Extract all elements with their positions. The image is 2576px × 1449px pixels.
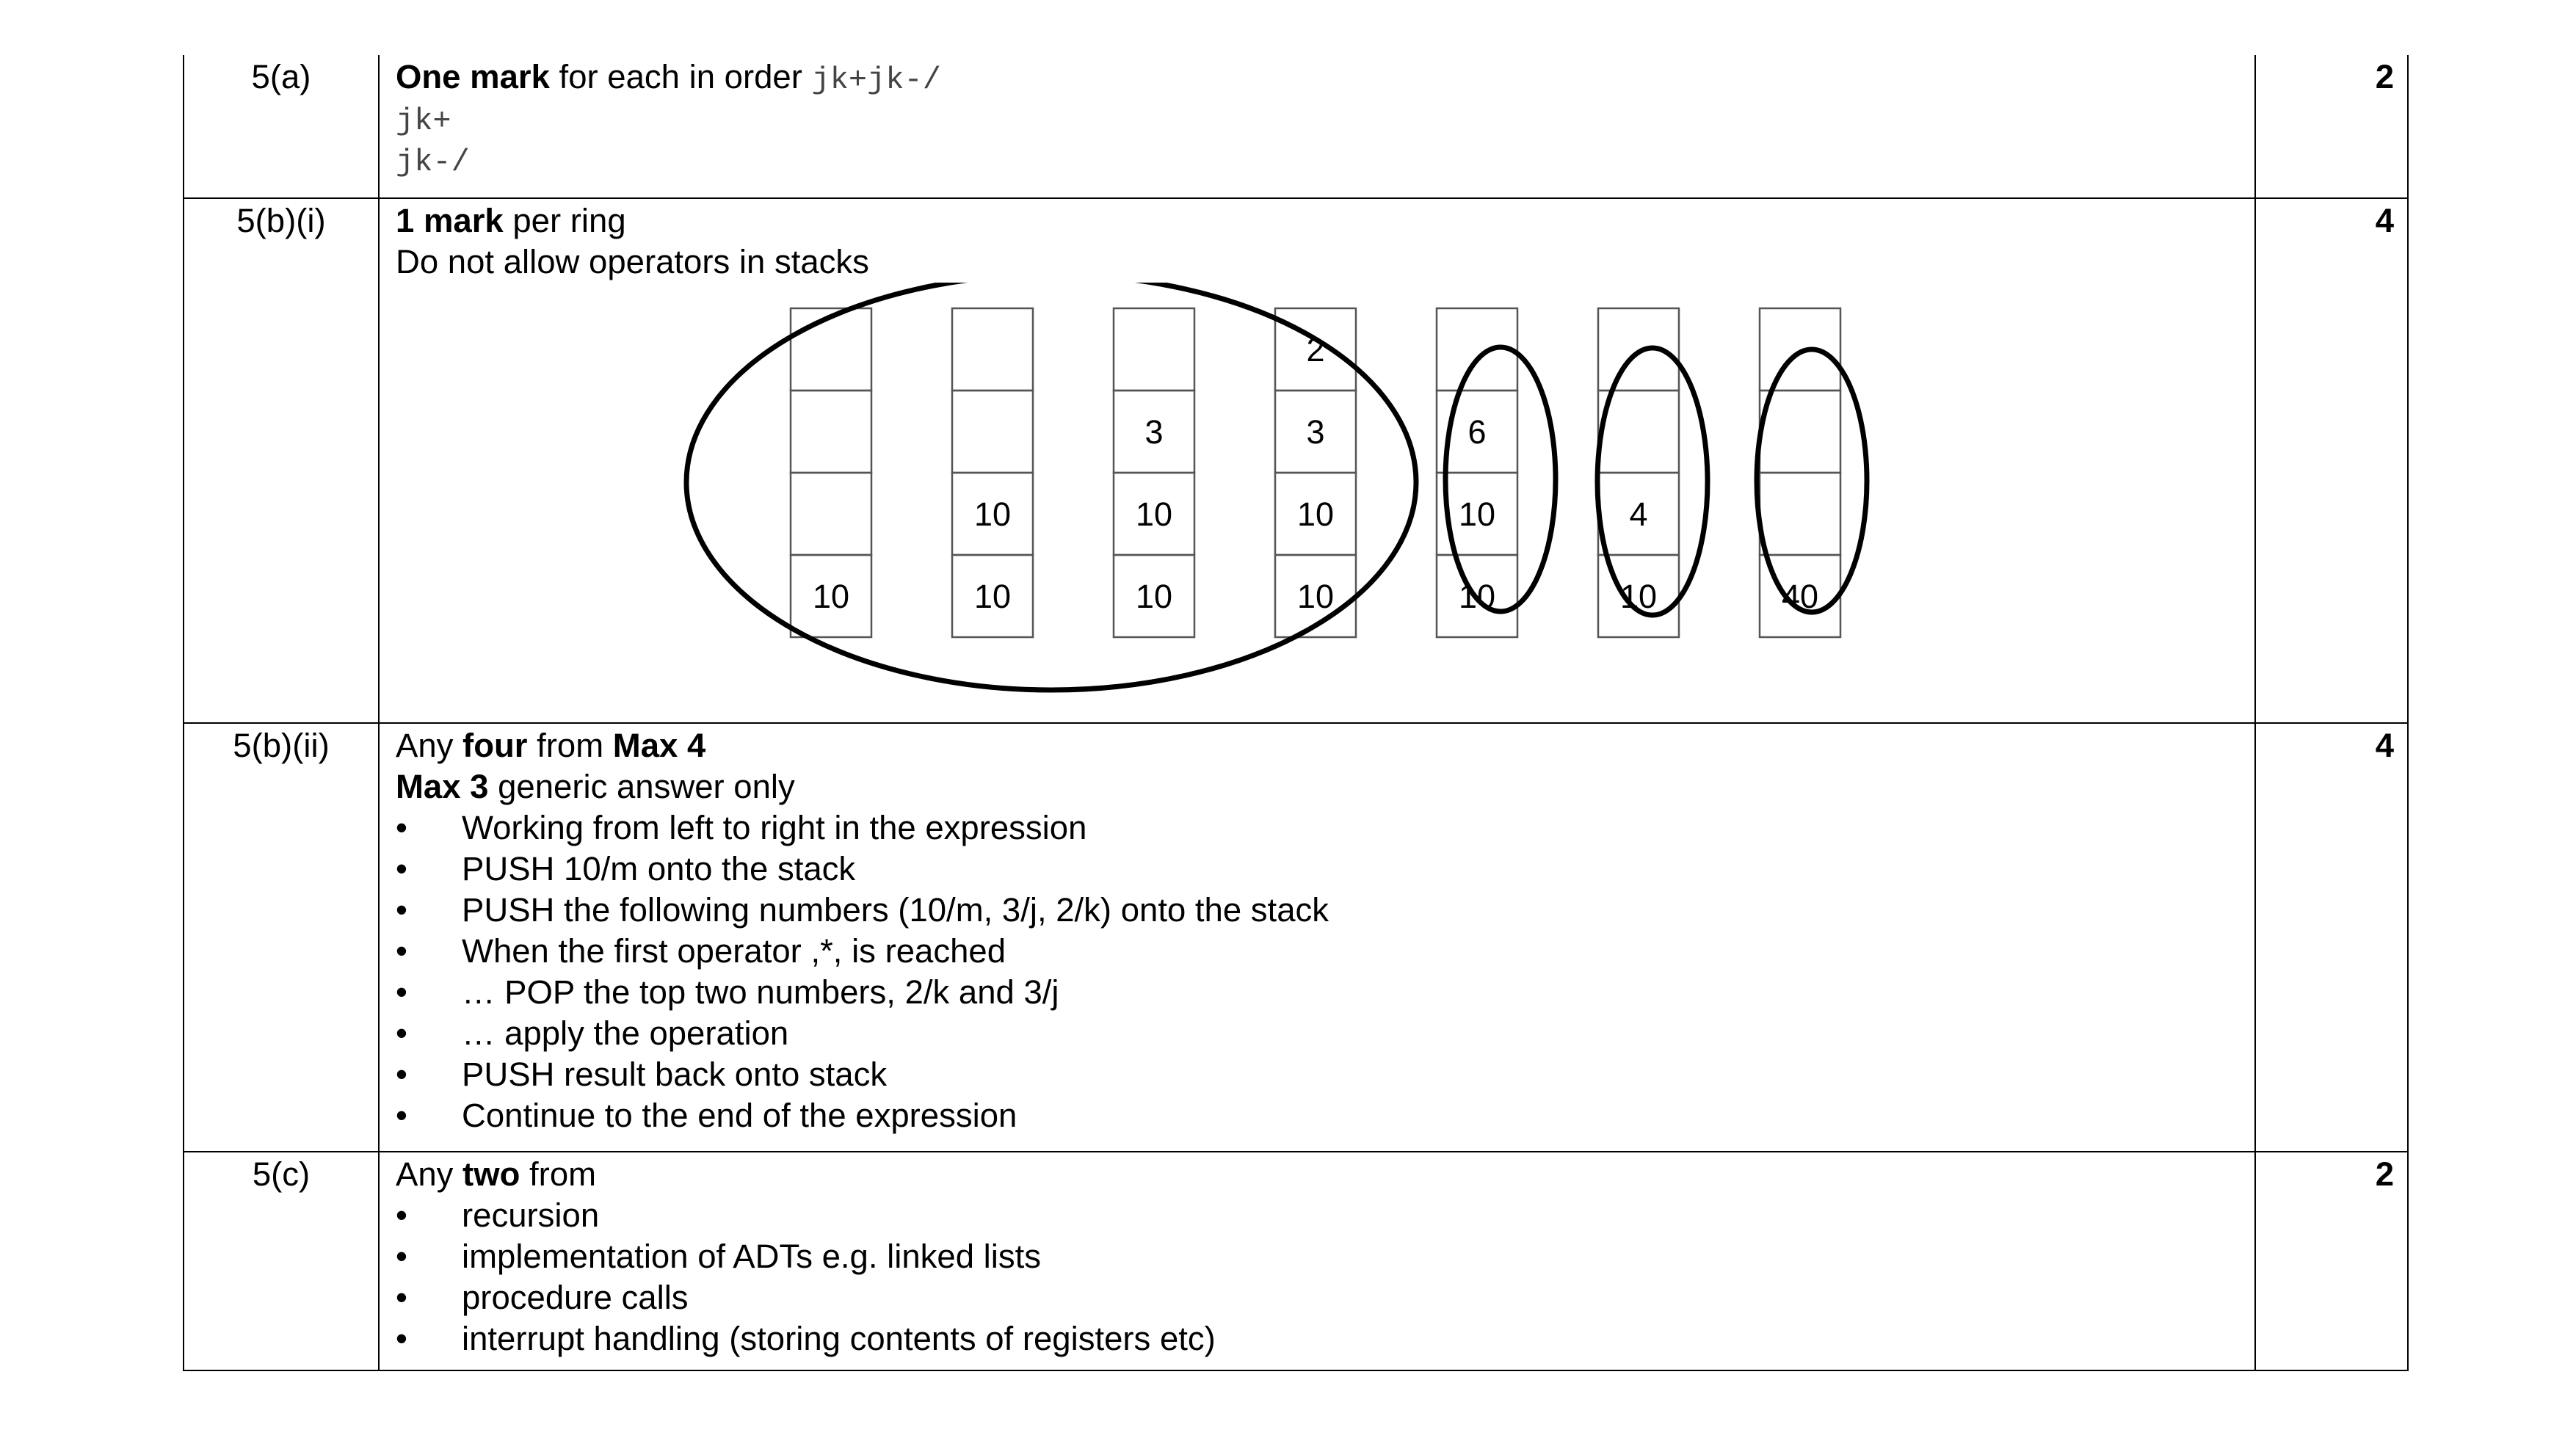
stack-cell (1760, 391, 1840, 473)
list-item: • … POP the top two numbers, 2/k and 3/j (396, 972, 2238, 1013)
answer-cell (379, 723, 2255, 1152)
bullet-list (396, 807, 2238, 1136)
stack-3 (1114, 308, 1194, 637)
stack-cell (952, 308, 1033, 391)
answer-text: Any (396, 1155, 463, 1193)
stack-cell (791, 308, 871, 391)
stack-cell (791, 391, 871, 473)
answer-lead (396, 1154, 2238, 1195)
answer-text: per ring (503, 202, 626, 239)
marks-cell (2255, 55, 2408, 198)
stack-cell (952, 391, 1033, 473)
list-item: • … apply the operation (396, 1013, 2238, 1054)
mark-ring-3 (1597, 348, 1708, 615)
stack-value: 2 (1306, 331, 1325, 368)
stack-value: 10 (1135, 578, 1173, 615)
list-item: • implementation of ADTs e.g. linked lists (396, 1236, 2238, 1277)
marks-cell (2255, 198, 2408, 723)
list-item: • PUSH 10/m onto the stack (396, 849, 2238, 890)
marks-value: 2 (2375, 1155, 2394, 1193)
stack-value: 10 (1296, 495, 1335, 533)
answer-cell (379, 198, 2255, 723)
stack-diagram-svg (380, 283, 2254, 719)
answer-lead (396, 725, 2238, 766)
list-item: • Working from left to right in the expression (396, 807, 2238, 849)
question-cell (184, 1152, 379, 1370)
marks-cell (2255, 723, 2408, 1152)
question-cell (184, 55, 379, 198)
stack-value: 10 (1296, 578, 1335, 615)
question-number: 5(c) (252, 1155, 311, 1193)
answer-cell (379, 55, 2255, 198)
bold-text: Max 4 (612, 727, 706, 764)
stack-value: 6 (1467, 413, 1487, 451)
stack-2 (952, 308, 1033, 637)
table-row-5bi (184, 198, 2408, 723)
stack-value: 10 (973, 495, 1012, 533)
marks-value: 4 (2375, 202, 2394, 239)
list-item: • When the first operator ,*, is reached (396, 931, 2238, 972)
question-cell (184, 198, 379, 723)
marks-value: 4 (2375, 727, 2394, 764)
stack-value: 40 (1781, 578, 1819, 615)
question-number: 5(a) (251, 58, 311, 95)
stack-value: 10 (1619, 578, 1658, 615)
code-line: jk-/ (396, 145, 470, 180)
bullet-list (396, 1195, 2238, 1359)
bold-text: four (462, 727, 528, 764)
answer-note: Do not allow operators in stacks (396, 243, 869, 280)
question-cell (184, 723, 379, 1152)
list-item: • recursion (396, 1195, 2238, 1236)
table-row-5a (184, 55, 2408, 198)
stack-value: 10 (1135, 495, 1173, 533)
answer-text: generic answer only (488, 768, 795, 805)
list-item: • interrupt handling (storing contents of registers etc) (396, 1318, 2238, 1359)
stack-value: 10 (1458, 495, 1496, 533)
bold-text: Max 3 (396, 768, 489, 805)
stack-cell (791, 473, 871, 555)
answer-text: Any (396, 727, 463, 764)
marks-value: 2 (2375, 58, 2394, 95)
answer-text: for each in order (549, 58, 812, 95)
mark-ring-4 (1757, 349, 1867, 612)
code-text: jk+jk-/ (811, 62, 941, 98)
stack-value: 4 (1629, 495, 1648, 533)
mark-ring-2 (1445, 347, 1556, 611)
stack-value: 3 (1144, 413, 1164, 451)
stack-value: 10 (973, 578, 1012, 615)
answer-text: from (527, 727, 613, 764)
list-item: • procedure calls (396, 1277, 2238, 1318)
table-row-5bii (184, 723, 2408, 1152)
stack-value: 10 (1458, 578, 1496, 615)
stack-cell (1114, 308, 1194, 391)
answer-note (396, 766, 2238, 807)
stack-diagram (380, 283, 2254, 719)
answer-lead (396, 200, 2238, 242)
question-number: 5(b)(i) (236, 202, 326, 239)
stack-value: 3 (1306, 413, 1325, 451)
bold-text: 1 mark (396, 202, 504, 239)
question-number: 5(b)(ii) (233, 727, 330, 764)
bold-text: two (462, 1155, 520, 1193)
stack-1 (791, 308, 871, 637)
mark-scheme-table (183, 55, 2409, 1371)
bold-text: One mark (396, 58, 550, 95)
code-line: jk+ (396, 104, 451, 139)
list-item: • PUSH result back onto stack (396, 1054, 2238, 1095)
stack-cell (1760, 308, 1840, 391)
marks-cell (2255, 1152, 2408, 1370)
answer-cell (379, 1152, 2255, 1370)
answer-lead (396, 57, 2238, 101)
table-row-5c (184, 1152, 2408, 1370)
list-item: • Continue to the end of the expression (396, 1095, 2238, 1136)
stack-6 (1598, 308, 1679, 637)
answer-text: from (520, 1155, 597, 1193)
stack-value: 10 (812, 578, 850, 615)
list-item: • PUSH the following numbers (10/m, 3/j, 2/k) onto the stack (396, 890, 2238, 931)
stack-cell (1760, 473, 1840, 555)
